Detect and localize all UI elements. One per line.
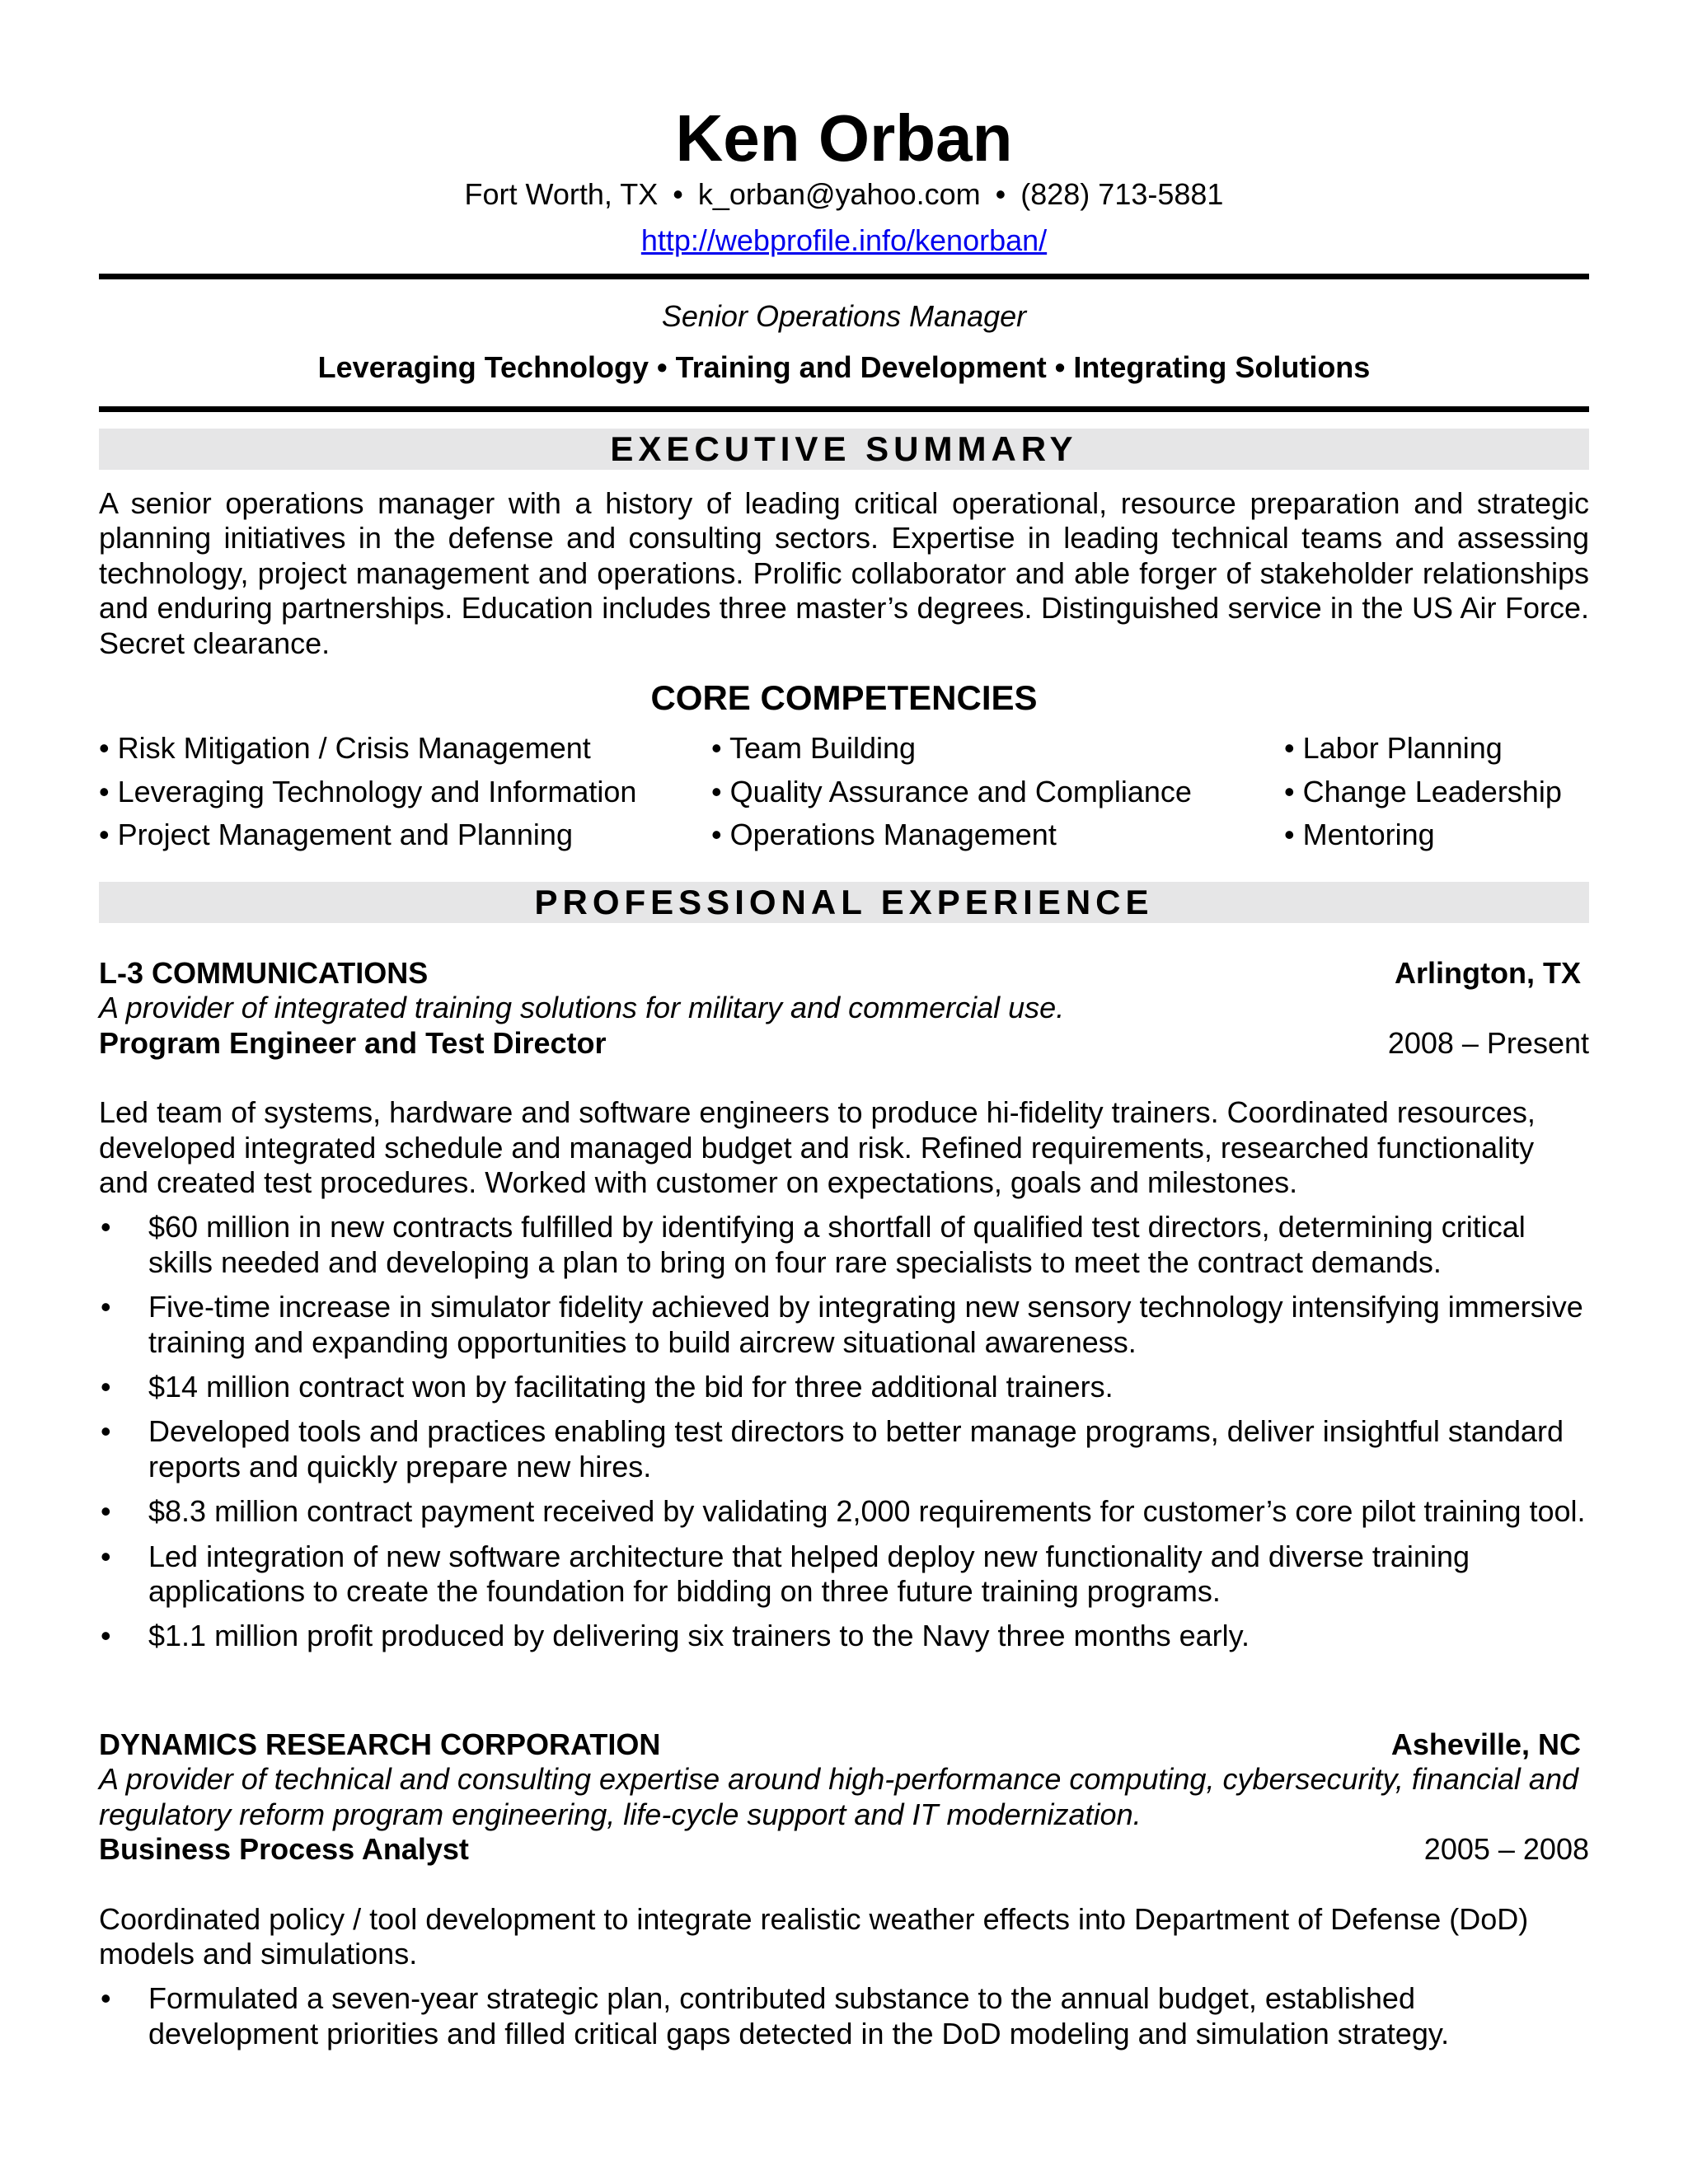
competency-item: • Labor Planning — [1284, 731, 1503, 765]
job-header-row — [99, 1727, 1589, 1762]
divider-top — [99, 274, 1589, 279]
bullet-icon: • — [101, 1494, 111, 1529]
competency-item: • Quality Assurance and Compliance — [711, 774, 1192, 808]
job-dates: 2005 – 2008 — [1423, 1832, 1589, 1867]
achievement-text: Developed tools and practices enabling test directors to better manage programs, deliver insightful standard reports and quickly prepare new hires. — [148, 1414, 1564, 1483]
bullet-icon: • — [101, 1290, 111, 1324]
achievement-item — [99, 1619, 1589, 1653]
competency-column-1 — [99, 727, 636, 857]
competency-column-3 — [1284, 727, 1562, 857]
achievement-item — [99, 1290, 1589, 1360]
bullet-icon: • — [101, 1370, 111, 1404]
competency-item: • Team Building — [711, 731, 917, 765]
achievement-text: $14 million contract won by facilitating the bid for three additional trainers. — [148, 1370, 1114, 1404]
executive-summary-heading: EXECUTIVE SUMMARY — [99, 429, 1589, 470]
achievement-list — [99, 1210, 1589, 1653]
bullet-icon: • — [101, 1210, 111, 1244]
contact-line — [99, 176, 1589, 213]
company-name: L-3 COMMUNICATIONS — [99, 956, 429, 990]
headline: Senior Operations Manager — [661, 299, 1027, 333]
contact-phone: (828) 713-5881 — [1020, 177, 1224, 211]
job-summary: Coordinated policy / tool development to integrate realistic weather effects into Department of Defense (DoD) models and simulations. — [99, 1901, 1529, 1971]
bullet-icon: • — [101, 1414, 111, 1449]
competency-item: • Risk Mitigation / Crisis Management — [99, 731, 591, 765]
achievement-item — [99, 1540, 1589, 1610]
job-location: Asheville, NC — [1390, 1727, 1581, 1761]
job-title: Business Process Analyst — [99, 1832, 469, 1867]
job-summary: Led team of systems, hardware and software engineers to produce hi-fidelity trainers. Coordinated resources, developed integrated schedule and managed budget and risk. Refined requirements, researched functionality and created test procedures. Worked with customer on expectations, goals and milestones. — [99, 1095, 1536, 1199]
job-dates: 2008 – Present — [1387, 1025, 1589, 1060]
divider-bottom — [99, 406, 1589, 412]
competency-item: • Mentoring — [1284, 818, 1435, 851]
achievement-item — [99, 1981, 1589, 2051]
contact-location: Fort Worth, TX — [464, 177, 659, 211]
achievement-text: $60 million in new contracts fulfilled by identifying a shortfall of qualified test directors, determining critical skills needed and developing a plan to bring on four rare specialists to meet the contract demands. — [148, 1210, 1526, 1279]
achievement-item — [99, 1414, 1589, 1484]
job-header-row — [99, 956, 1589, 991]
competency-column-2 — [711, 727, 1192, 857]
job-location: Arlington, TX — [1395, 956, 1581, 990]
professional-experience-heading: PROFESSIONAL EXPERIENCE — [99, 882, 1589, 923]
separator-dot: • — [995, 177, 1006, 211]
contact-email: k_orban@yahoo.com — [697, 177, 981, 211]
achievement-text: $8.3 million contract payment received by validating 2,000 requirements for customer’s core pilot training tool. — [148, 1494, 1586, 1529]
bullet-icon: • — [101, 1619, 111, 1653]
competency-item: • Operations Management — [711, 818, 1057, 851]
branding-statement: Leveraging Technology • Training and Development • Integrating Solutions — [317, 350, 1371, 384]
candidate-name: Ken Orban — [675, 101, 1013, 175]
job-title: Program Engineer and Test Director — [99, 1025, 607, 1060]
company-description: A provider of integrated training solutions for military and commercial use. — [99, 991, 1065, 1025]
competency-item: • Leveraging Technology and Information — [99, 774, 637, 808]
achievement-text: Led integration of new software architecture that helped deploy new functionality and diverse training applications to create the foundation for bidding on three future training programs. — [148, 1539, 1470, 1609]
achievement-item — [99, 1210, 1589, 1280]
executive-summary-text: A senior operations manager with a history of leading critical operational, resource preparation and strategic planning initiatives in the defense and consulting sectors. Expertise in leading technical teams and assessing technology, project management and operations. Prolific collaborator and able forger of stakeholder relationships and enduring partnerships. Education includes three master’s degrees. Distinguished service in the US Air Force. Secret clearance. — [99, 486, 1589, 660]
website-line — [99, 223, 1589, 259]
company-name: DYNAMICS RESEARCH CORPORATION — [99, 1727, 661, 1761]
bullet-icon: • — [101, 1539, 111, 1573]
achievement-item — [99, 1494, 1589, 1529]
achievement-text: Five-time increase in simulator fidelity achieved by integrating new sensory technology intensifying immersive training and expanding opportunities to build aircrew situational awareness. — [148, 1290, 1583, 1359]
achievement-item — [99, 1370, 1589, 1404]
achievement-text: $1.1 million profit produced by delivering six trainers to the Navy three months early. — [148, 1619, 1250, 1653]
job-entry — [99, 956, 1589, 1654]
core-competencies-heading: CORE COMPETENCIES — [650, 678, 1038, 717]
job-entry — [99, 1727, 1589, 2051]
bullet-icon: • — [101, 1981, 111, 2016]
company-description: A provider of technical and consulting expertise around high-performance computing, cybersecurity, financial and regulatory reform program engineering, life-cycle support and IT modernization. — [99, 1762, 1578, 1831]
achievement-list — [99, 1981, 1589, 2051]
separator-dot: • — [673, 177, 683, 211]
job-title-row — [99, 1832, 1589, 1867]
job-title-row — [99, 1026, 1589, 1061]
competency-item: • Project Management and Planning — [99, 818, 573, 851]
website-link[interactable]: http://webprofile.info/kenorban/ — [640, 223, 1048, 257]
achievement-text: Formulated a seven-year strategic plan, contributed substance to the annual budget, established development priorities and filled critical gaps detected in the DoD modeling and simulation strategy. — [148, 1981, 1450, 2050]
competency-item: • Change Leadership — [1284, 774, 1562, 808]
